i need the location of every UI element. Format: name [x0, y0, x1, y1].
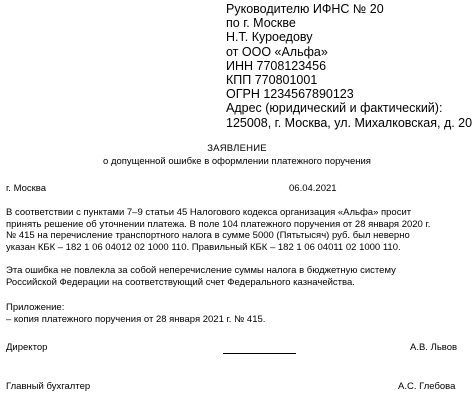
document-subtitle: о допущенной ошибке в оформлении платежного поручения: [103, 156, 371, 167]
addressee-line: Руководителю ИФНС № 20: [226, 2, 384, 16]
paragraph-line: указан КБК – 182 1 06 04012 02 1000 110. Правильный КБК – 182 1 06 04011 02 1000 110.: [6, 241, 401, 253]
signature-line: [223, 353, 296, 354]
addressee-line: 125008, г. Москва, ул. Михалковская, д. 20: [226, 115, 473, 130]
addressee-line: от ООО «Альфа»: [226, 44, 328, 59]
paragraph-line: принять решение об уточнении платежа. В поле 104 платежного поручения от 28 января 2020 г.: [6, 218, 431, 230]
accountant-name: А.С. Глебова: [398, 381, 456, 392]
director-title: Директор: [6, 342, 48, 353]
attachment-item: – копия платежного поручения от 28 января 2021 г. № 415.: [6, 313, 266, 325]
paragraph-line: № 415 на перечисление транспортного налога в сумме 5000 (Пятьтысяч) руб. был неверно: [6, 230, 410, 242]
document-title: ЗАЯВЛЕНИЕ: [207, 143, 267, 154]
addressee-line: КПП 770801001: [226, 73, 318, 88]
attachment-label: Приложение:: [6, 302, 65, 313]
paragraph-line: В соответствии с пунктами 7–9 статьи 45 Налогового кодекса организация «Альфа» просит: [6, 207, 412, 218]
paragraph-line: Российской Федерации на соответствующий счет Федерального казначейства.: [6, 276, 355, 288]
director-name: А.В. Львов: [410, 342, 458, 353]
addressee-line: Н.Т. Куроедову: [226, 30, 313, 45]
body-paragraph-2: [6, 265, 468, 288]
date: 06.04.2021: [289, 183, 337, 194]
addressee-line: ОГРН 1234567890123: [226, 87, 354, 102]
city: г. Москва: [6, 183, 47, 194]
addressee-line: по г. Москве: [226, 16, 296, 31]
accountant-title: Главный бухгалтер: [6, 381, 91, 392]
addressee-line: Адрес (юридический и фактический):: [226, 101, 443, 116]
attachment-block: [6, 302, 265, 325]
body-paragraph-1: [6, 207, 468, 253]
addressee-line: ИНН 7708123456: [226, 58, 327, 73]
addressee-block: [226, 2, 472, 130]
paragraph-line: Эта ошибка не повлекла за собой неперечисление суммы налога в бюджетную систему: [6, 265, 396, 276]
